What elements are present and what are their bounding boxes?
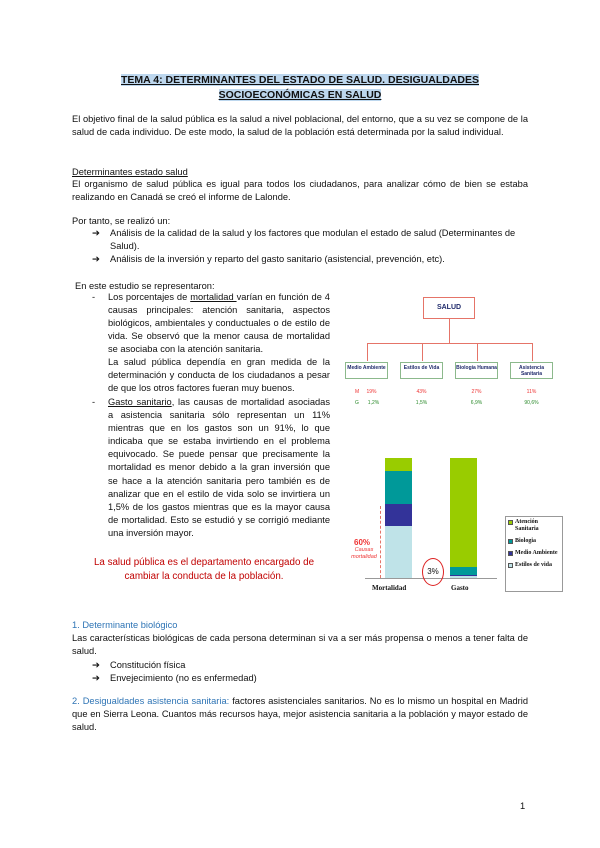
bar-segment-estilos-de-vida — [385, 526, 412, 578]
section-heading: Determinantes estado salud — [72, 167, 188, 177]
arrow-bullet-icon: ➔ — [92, 660, 100, 670]
list-item: Análisis de la inversión y reparto del gasto sanitario (asistencial, prevención, etc). — [110, 254, 445, 264]
section-heading: 1. Determinante biológico — [72, 620, 178, 630]
chart-legend — [505, 516, 563, 592]
arrow-bullet-icon: ➔ — [92, 228, 100, 238]
g-label: G — [355, 400, 359, 406]
paragraph: Por tanto, se realizó un: — [72, 216, 171, 226]
salud-root-box: SALUD — [423, 297, 475, 319]
node-medio-ambiente: Medio Ambiente — [345, 362, 388, 379]
bullet-gasto: Gasto sanitario, las causas de mortalidad asociadas a asistencia sanitaria sólo representan un 11% mientras que en los gastos son un 91%, lo que indicaba que se estaba invirtiendo en el problema equivocado. Se puede pensar que precisamente la mortalidad es menor debido a la gran inversión que se hace a la atención sanitaria pero también es de analizar que en el estilo de vida solo se invirtiera un 1,5% de los gastos mientras que es la mayor causa de mortalidad. Esto se estudió y se corrigió mediante una inversión mayor. — [108, 397, 330, 538]
list-item: Análisis de la calidad de la salud y los factores que modulan el estado de salud (Determinantes de Salud). — [110, 228, 516, 252]
paragraph: Las características biológicas de cada persona determinan si va a ser más propensa o menos a tener falta de salud. — [72, 633, 528, 657]
annotation-causas: Causas mortalidad — [351, 547, 377, 560]
dash-bullet: - — [92, 292, 96, 302]
legend-label: Estilos de vida — [515, 562, 553, 568]
x-tick-label: Gasto — [451, 584, 469, 592]
legend-item — [508, 519, 560, 533]
paragraph: El organismo de salud pública es igual para todos los ciudadanos, para analizar cómo de bien se estaba realizando en Canadá se creó el informe de Lalonde. — [72, 179, 528, 203]
g-value: 1,2% — [367, 400, 380, 406]
legend-swatch — [508, 539, 513, 544]
legend-item — [508, 562, 560, 569]
legend-item — [508, 538, 560, 545]
m-label: M — [355, 389, 360, 395]
paragraph: 2. Desigualdades asistencia sanitaria: factores asistenciales sanitarios. No es lo mismo un hospital en Madrid que en Sierra Leona. Cuantos más recursos haya, mejor asistencia sanitaria a la población y mayor estado de salud. — [72, 696, 528, 733]
bar-segment-atención-sanitaria — [450, 458, 477, 567]
arrow-bullet-icon: ➔ — [92, 673, 100, 683]
x-tick-label: Mortalidad — [372, 584, 407, 592]
bar-segment-biologia — [385, 471, 412, 503]
node-estilos-vida: Estilos de Vida — [400, 362, 443, 379]
legend-label: Biologia — [515, 538, 537, 544]
legend-item — [508, 550, 560, 557]
paragraph: En este estudio se representaron: — [75, 281, 215, 291]
annotation-3-percent: 3% — [422, 558, 444, 586]
bar-mortalidad — [385, 458, 412, 578]
legend-swatch — [508, 520, 513, 525]
legend-swatch — [508, 551, 513, 556]
dash-bullet: - — [92, 397, 96, 407]
highlight-statement: La salud pública es el departamento encargado de cambiar la conducta de la población. — [93, 557, 315, 582]
bar-gasto — [450, 458, 477, 578]
g-value: 1,5% — [415, 400, 428, 406]
node-asistencia: Asistencia Sanitaria — [510, 362, 553, 379]
intro-paragraph: El objetivo final de la salud pública es la salud a nivel poblacional, del entorno, que a su vez se compone de la salud de cada individuo. De este modo, la salud de la población está determinada por la salud individual. — [72, 114, 528, 138]
list-item: Envejecimiento (no es enfermedad) — [110, 673, 257, 683]
node-biologia: Biología Humana — [455, 362, 498, 379]
bullet-mortalidad: Los porcentajes de mortalidad varían en función de 4 causas principales: atención sanitaria, aspectos biológicos, ambientales y conductuales o de estilo de vida. Se observó que la menor causa de mortalidad se asociaba con la atención sanitaria. La salud pública dependía en gran medida de la determinación y conducta de los ciudadanos a pesar de que los otros factores fueran muy buenos. — [108, 292, 330, 393]
legend-label: Medio Ambiente — [515, 550, 558, 556]
legend-swatch — [508, 563, 513, 568]
m-value: 43% — [416, 389, 427, 395]
bar-segment-biologia — [450, 567, 477, 575]
page-number: 1 — [520, 801, 526, 811]
m-value: 27% — [471, 389, 482, 395]
m-value: 19% — [366, 389, 377, 395]
annotation-60: 60% — [354, 538, 371, 547]
list-item: Constitución física — [110, 660, 186, 670]
bar-segment-atención-sanitaria — [385, 458, 412, 471]
bar-segment-medio-ambiente — [385, 504, 412, 527]
legend-label: Atención Sanitaria — [515, 519, 539, 532]
page-title: TEMA 4: DETERMINANTES DEL ESTADO DE SALUD. DESIGUALDADES SOCIOECONÓMICAS EN SALUD — [121, 74, 479, 101]
arrow-bullet-icon: ➔ — [92, 254, 100, 264]
m-value: 11% — [526, 389, 537, 395]
g-value: 6,9% — [470, 400, 483, 406]
bar-segment-estilos-de-vida — [450, 576, 477, 578]
g-value: 90,6% — [524, 400, 539, 406]
